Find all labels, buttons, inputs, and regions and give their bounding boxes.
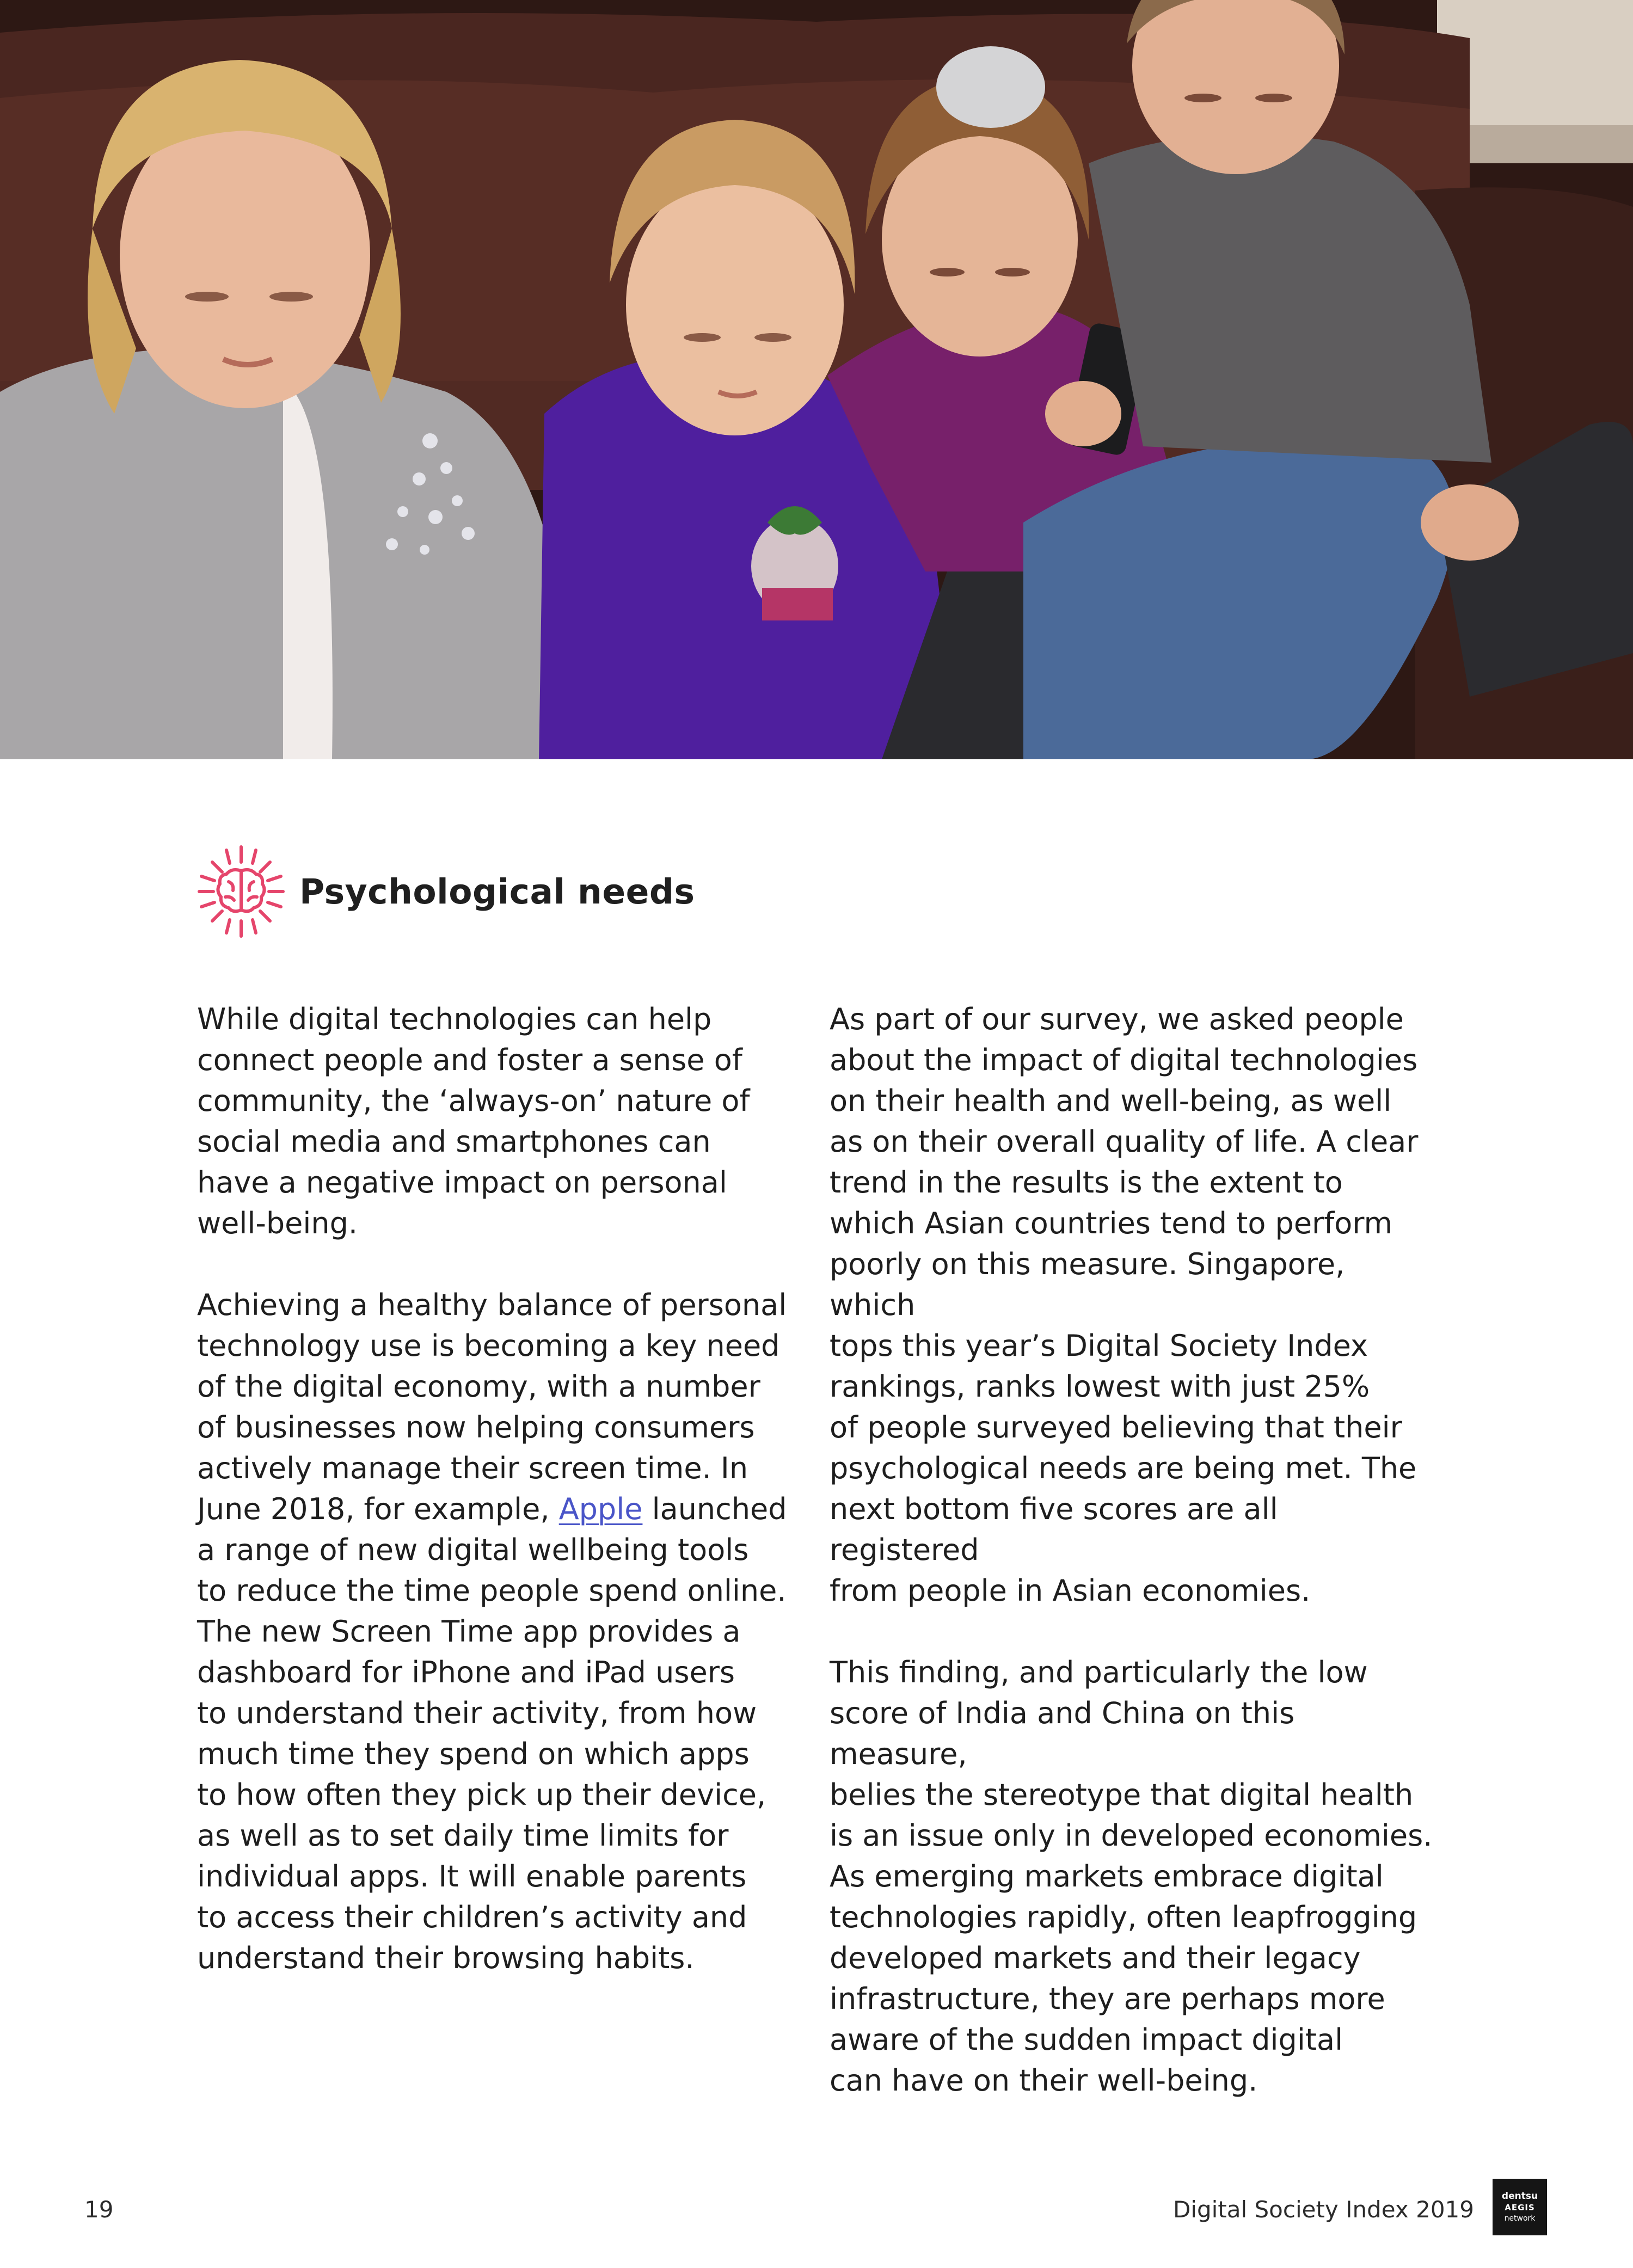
hero-photo <box>0 0 1633 759</box>
paragraph: This finding, and particularly the low score of India and China on this measure, belies the stereotype that digital health is an issue only in developed economies. As emerging markets embrace digital technologies rapidly, often leapfrogging developed markets and their legacy infrastructure, they are perhaps more aware of the sudden impact digital can have on their well-being. <box>830 1655 1433 2098</box>
apple-link[interactable]: Apple <box>558 1492 643 1526</box>
left-column <box>197 999 801 1978</box>
brain-icon <box>195 843 287 941</box>
logo-line: dentsu <box>1501 2190 1538 2202</box>
section-title: Psychological needs <box>299 871 695 912</box>
logo-line: network <box>1504 2214 1536 2223</box>
paragraph: While digital technologies can help connect people and foster a sense of community, the ‘always-on’ nature of social media and smartphones can have a negative impact on personal well-being. <box>197 1002 750 1240</box>
logo-line: AEGIS <box>1505 2202 1535 2212</box>
section-heading <box>195 843 695 941</box>
hero-photo-illustration <box>0 0 1633 759</box>
paragraph-text: Achieving a healthy balance of personal technology use is becoming a key need of the digital economy, with a number of businesses now helping consumers actively manage their screen time. In June 2018, for example, <box>197 1288 787 1526</box>
dentsu-aegis-logo <box>1493 2179 1547 2235</box>
paragraph-text: launched a range of new digital wellbeing tools to reduce the time people spend online. The new Screen Time app provides a dashboard for iPhone and iPad users to understand their activity, from how much time they spend on which apps to how often they pick up their device, as well as to set daily time limits for individual apps. It will enable parents to access their children’s activity and understand their browsing habits. <box>197 1492 787 1975</box>
footer-title: Digital Society Index 2019 <box>1172 2196 1474 2223</box>
paragraph-with-link <box>197 1284 801 1978</box>
right-column <box>830 999 1434 2101</box>
page-number: 19 <box>84 2196 114 2223</box>
paragraph: As part of our survey, we asked people about the impact of digital technologies on their health and well-being, as well as on their overall quality of life. A clear trend in the results is the extent to which Asian countries tend to perform poorly on this measure. Singapore, which tops this year’s Digital Society Index rankings, ranks lowest with just 25% of people surveyed believing that their psychological needs are being met. The next bottom five scores are all registered from people in Asian economies. <box>830 1002 1419 1608</box>
